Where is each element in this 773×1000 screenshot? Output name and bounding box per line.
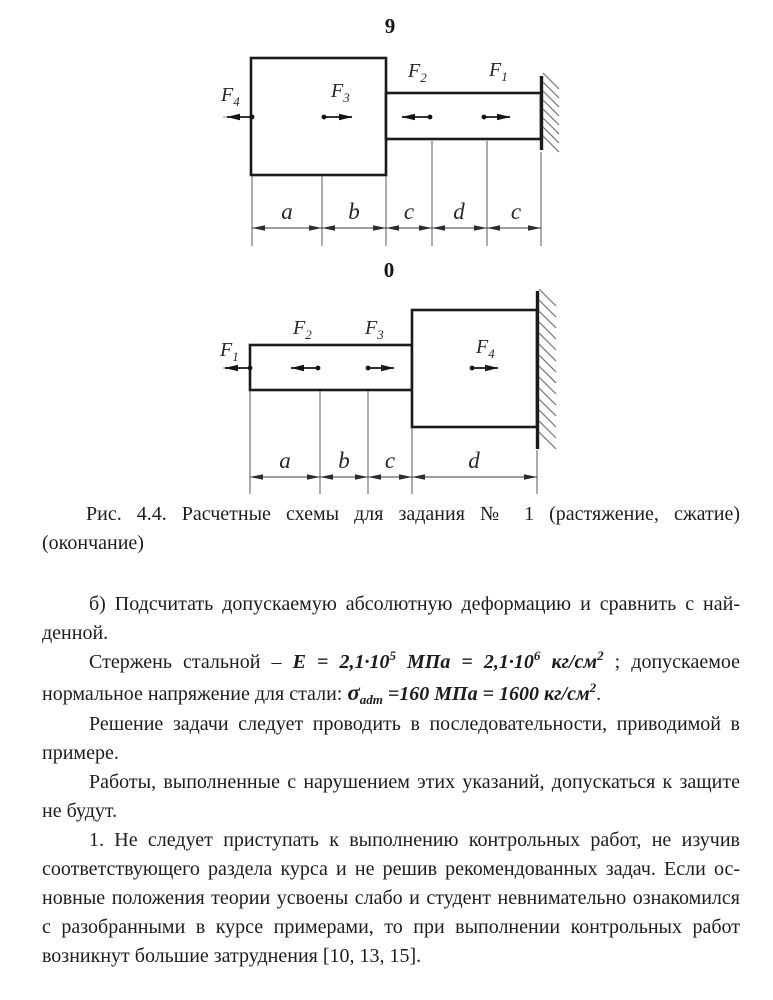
scheme-9-dim-label-c2: c	[510, 199, 522, 224]
scheme-0-dim-label-a: a	[279, 448, 291, 473]
scheme-9-force-f2-label: $F_2$	[408, 60, 427, 85]
dimension-arrowhead	[373, 225, 386, 231]
figure-caption	[42, 500, 740, 558]
scheme-9-wall-hatching	[543, 73, 559, 152]
superscript: 5	[389, 648, 396, 663]
hatch-line	[543, 73, 559, 89]
dimension-arrowhead	[432, 225, 445, 231]
hatch-line	[543, 118, 559, 134]
dimension-arrowhead	[487, 225, 500, 231]
subscript-adm: adm	[359, 692, 383, 707]
paragraph-steel-formula	[42, 648, 740, 710]
superscript: 6	[533, 648, 541, 663]
hatch-line	[539, 322, 556, 339]
dimension-arrowhead	[386, 225, 399, 231]
scheme-9-diagram	[220, 14, 559, 246]
dimension-arrowhead	[399, 474, 412, 480]
scheme-0-dimension-line	[250, 474, 537, 480]
scheme-9-force-f1-label: $F_1$	[489, 59, 508, 84]
scheme-9-rod	[386, 93, 541, 139]
paragraph-advice: 1. Не следует приступать к выполнению контрольных работ, не изучив соответствующего раздела курса и не решив рекомендованных задач. Если основные положения теории усвоены слабо и студент невнимательно ознакомился с разобранными в курсе примерами, то при выполнении контрольных работ возникнут большие затруднения [10, 13, 15].	[42, 829, 740, 967]
scheme-9-block	[251, 58, 386, 175]
scheme-9-dim-label-a: a	[281, 199, 293, 224]
scheme-0-dim-label-b: b	[338, 448, 350, 473]
hatch-line	[543, 109, 559, 125]
caption-continuation: (окончание)	[42, 532, 144, 554]
dimension-arrowhead	[320, 474, 333, 480]
scheme-0-force-f1-label: $F_1$	[220, 339, 239, 364]
scheme-0-force-f4-label: $F_4$	[476, 336, 495, 361]
scheme-0-number: 0	[383, 258, 395, 282]
text-run: ; допускаемое нормальное напряжение для стали:	[42, 651, 740, 705]
scheme-0-force-f3-label: $F_3$	[365, 317, 384, 342]
hatch-line	[539, 388, 556, 405]
scheme-9-dimension-line	[252, 225, 541, 231]
superscript: 2	[597, 648, 604, 663]
paragraph-solution-order: Решение задачи следует проводить в последовательности, приводимой в примере.	[42, 713, 740, 764]
scheme-9-number: 9	[384, 14, 396, 38]
formula-elastic-modulus: кг/см	[540, 651, 598, 673]
paragraph-defense-warning: Работы, выполненные с нарушением этих указаний, допускаться к защите не будут.	[42, 771, 740, 822]
dimension-arrowhead	[419, 225, 432, 231]
hatch-line	[539, 355, 556, 372]
hatch-line	[543, 136, 559, 152]
scheme-9-dim-label-d: d	[453, 199, 465, 224]
dimension-arrowhead	[412, 474, 425, 480]
dimension-arrowhead	[252, 225, 265, 231]
paragraph-deformation: б) Подсчитать допускаемую абсолютную деформацию и сравнить с найденной.	[42, 593, 740, 644]
scheme-9-force-f3-label: $F_3$	[331, 80, 350, 105]
dimension-arrowhead	[322, 225, 335, 231]
hatch-line	[539, 333, 556, 350]
formula-sigma: σ	[347, 680, 360, 705]
hatch-line	[539, 421, 556, 438]
hatch-line	[539, 410, 556, 427]
hatch-line	[539, 311, 556, 328]
scheme-9-force-f4-label: $F_4$	[221, 84, 240, 109]
scheme-0-dim-label-c: c	[384, 448, 396, 473]
dimension-arrowhead	[309, 225, 322, 231]
scheme-9-force-f4-arrow	[227, 115, 254, 120]
dimension-arrowhead	[307, 474, 320, 480]
hatch-line	[539, 432, 556, 449]
hatch-line	[539, 300, 556, 317]
caption-text: Рис. 4.4. Расчетные схемы для задания № 1 (растяжение, сжатие)	[86, 503, 740, 525]
dimension-arrowhead	[528, 225, 541, 231]
superscript: 2	[589, 680, 597, 695]
hatch-line	[543, 82, 559, 98]
dimension-arrowhead	[368, 474, 381, 480]
hatch-line	[539, 344, 556, 361]
formula-elastic-modulus: E = 2,1·10	[292, 651, 390, 673]
body-text	[42, 590, 740, 971]
hatch-line	[539, 377, 556, 394]
hatch-line	[539, 289, 556, 306]
scheme-0-force-f1-arrow	[225, 366, 252, 371]
formula-stress: =160 МПа = 1600 кг/см	[382, 683, 590, 705]
scheme-9-dim-label-c1: c	[403, 199, 415, 224]
dimension-arrowhead	[250, 474, 263, 480]
text-run: Стержень стальной –	[89, 651, 293, 673]
scheme-0-dim-label-d: d	[468, 448, 480, 473]
hatch-line	[539, 399, 556, 416]
hatch-line	[543, 127, 559, 143]
dimension-arrowhead	[355, 474, 368, 480]
hatch-line	[543, 100, 559, 116]
scheme-0-force-f2-label: $F_2$	[293, 317, 312, 342]
scheme-0-wall-hatching	[539, 289, 556, 449]
formula-elastic-modulus: МПа = 2,1·10	[395, 651, 534, 673]
scheme-9-dim-label-b: b	[348, 199, 360, 224]
hatch-line	[543, 91, 559, 107]
dimension-arrowhead	[524, 474, 537, 480]
scheme-0-diagram	[219, 258, 556, 494]
hatch-line	[539, 366, 556, 383]
text-run: .	[596, 683, 602, 705]
dimension-arrowhead	[474, 225, 487, 231]
